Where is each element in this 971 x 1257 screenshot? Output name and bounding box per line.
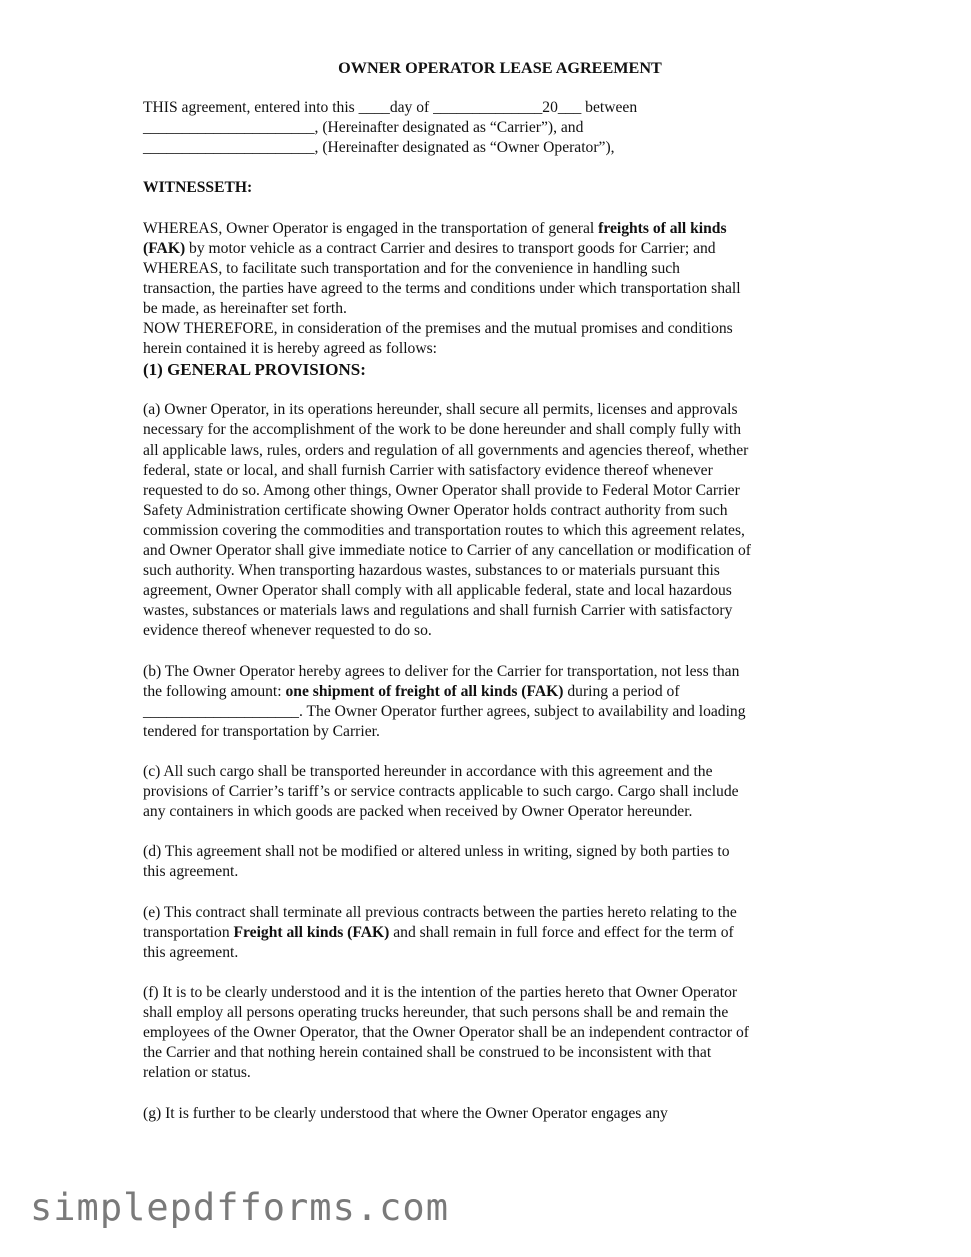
provision-b <box>143 662 833 742</box>
provision-line: this agreement. <box>143 943 239 961</box>
now-therefore-line: herein contained it is hereby agreed as follows: <box>143 340 438 358</box>
provision-line: (f) It is to be clearly understood and it is the intention of the parties hereto that Owner Operator <box>143 984 738 1002</box>
provision-line: relation or status. <box>143 1064 251 1082</box>
owner-operator-blank-line: ______________________, (Hereinafter designated as “Owner Operator”), <box>143 139 615 157</box>
provision-line: agreement, Owner Operator shall comply with all applicable federal, state and local hazardous <box>143 582 732 600</box>
provision-line: and Owner Operator shall give immediate notice to Carrier of any cancellation or modification of <box>143 541 751 559</box>
provision-line: federal, state or local, and shall furnish Carrier with satisfactory evidence thereof whenever <box>143 461 713 479</box>
carrier-blank-line: ______________________, (Hereinafter designated as “Carrier”), and <box>143 119 584 137</box>
document-page <box>143 58 833 1124</box>
provision-line: (e) This contract shall terminate all previous contracts between the parties hereto relating to the <box>143 903 737 921</box>
witnesseth-heading: WITNESSETH: <box>143 179 253 197</box>
provision-f <box>143 983 833 1083</box>
provision-line: commission covering the commodities and transportation routes to which this agreement relates, <box>143 521 745 539</box>
whereas-line: (FAK) by motor vehicle as a contract Carrier and desires to transport goods for Carrier; and <box>143 239 716 257</box>
provision-line: wastes, substances or materials laws and regulations and shall furnish Carrier with satisfactory <box>143 602 733 620</box>
now-therefore-line: NOW THEREFORE, in consideration of the premises and the mutual promises and conditions <box>143 320 733 338</box>
provision-line: (b) The Owner Operator hereby agrees to deliver for the Carrier for transportation, not less than <box>143 662 740 680</box>
provision-line: (d) This agreement shall not be modified or altered unless in writing, signed by both parties to <box>143 843 730 861</box>
provision-line: necessary for the accomplishment of the work to be done hereunder and shall comply fully with <box>143 421 742 439</box>
provision-line: provisions of Carrier’s tariff’s or service contracts applicable to such cargo. Cargo shall include <box>143 783 739 801</box>
provision-line: all applicable laws, rules, orders and regulation of all governments and agencies thereof, whether <box>143 441 749 459</box>
fak-bold-text: (FAK) <box>143 239 186 257</box>
provision-line: Safety Administration certificate showing Owner Operator holds contract authority from such <box>143 501 728 519</box>
provision-a <box>143 400 833 641</box>
provision-e <box>143 903 833 963</box>
provision-d <box>143 842 833 882</box>
provision-line: transportation Freight all kinds (FAK) and shall remain in full force and effect for the term of <box>143 923 734 941</box>
provision-line: ____________________. The Owner Operator further agrees, subject to availability and loading <box>143 702 746 720</box>
whereas-line: WHEREAS, to facilitate such transportation and for the convenience in handling such <box>143 259 680 277</box>
watermark-logo: simplepdfforms.com <box>30 1186 449 1229</box>
general-provisions-heading: (1) GENERAL PROVISIONS: <box>143 360 366 380</box>
whereas-paragraph <box>143 219 833 360</box>
provision-g <box>143 1104 833 1124</box>
fak-bold-text: freights of all kinds <box>598 219 727 237</box>
whereas-line: WHEREAS, Owner Operator is engaged in the transportation of general freights of all kinds <box>143 219 727 237</box>
whereas-line: be made, as hereinafter set forth. <box>143 299 347 317</box>
provision-line: the Carrier and that nothing herein contained shall be construed to be inconsistent with that <box>143 1044 712 1062</box>
fak-bold-text: Freight all kinds (FAK) <box>233 923 390 941</box>
intro-paragraph <box>143 98 833 158</box>
provision-line: such authority. When transporting hazardous wastes, substances to or materials pursuant this <box>143 562 720 580</box>
provision-line: (c) All such cargo shall be transported hereunder in accordance with this agreement and the <box>143 763 713 780</box>
provision-line: the following amount: one shipment of freight of all kinds (FAK) during a period of <box>143 682 680 700</box>
fak-bold-text: one shipment of freight of all kinds (FAK) <box>285 682 564 700</box>
provision-line: tendered for transportation by Carrier. <box>143 722 380 740</box>
provision-line: this agreement. <box>143 863 239 881</box>
provision-line: (a) Owner Operator, in its operations hereunder, shall secure all permits, licenses and approvals <box>143 401 738 419</box>
provision-line: requested to do so. Among other things, Owner Operator shall provide to Federal Motor Carrier <box>143 481 740 499</box>
provision-line: shall employ all persons operating trucks hereunder, that such persons shall be and remain the <box>143 1004 729 1022</box>
intro-line: THIS agreement, entered into this ____day of ______________20___ between <box>143 99 638 116</box>
provision-c <box>143 762 833 822</box>
provision-line: any containers in which goods are packed when received by Owner Operator hereunder. <box>143 803 693 821</box>
whereas-line: transaction, the parties have agreed to the terms and conditions under which transportation shall <box>143 279 741 297</box>
provision-line: evidence thereof whenever requested to do so. <box>143 622 432 640</box>
provision-line: employees of the Owner Operator, that the Owner Operator shall be an independent contractor of <box>143 1024 750 1042</box>
provision-line: (g) It is further to be clearly understood that where the Owner Operator engages any <box>143 1104 668 1122</box>
document-title: OWNER OPERATOR LEASE AGREEMENT <box>338 59 662 77</box>
